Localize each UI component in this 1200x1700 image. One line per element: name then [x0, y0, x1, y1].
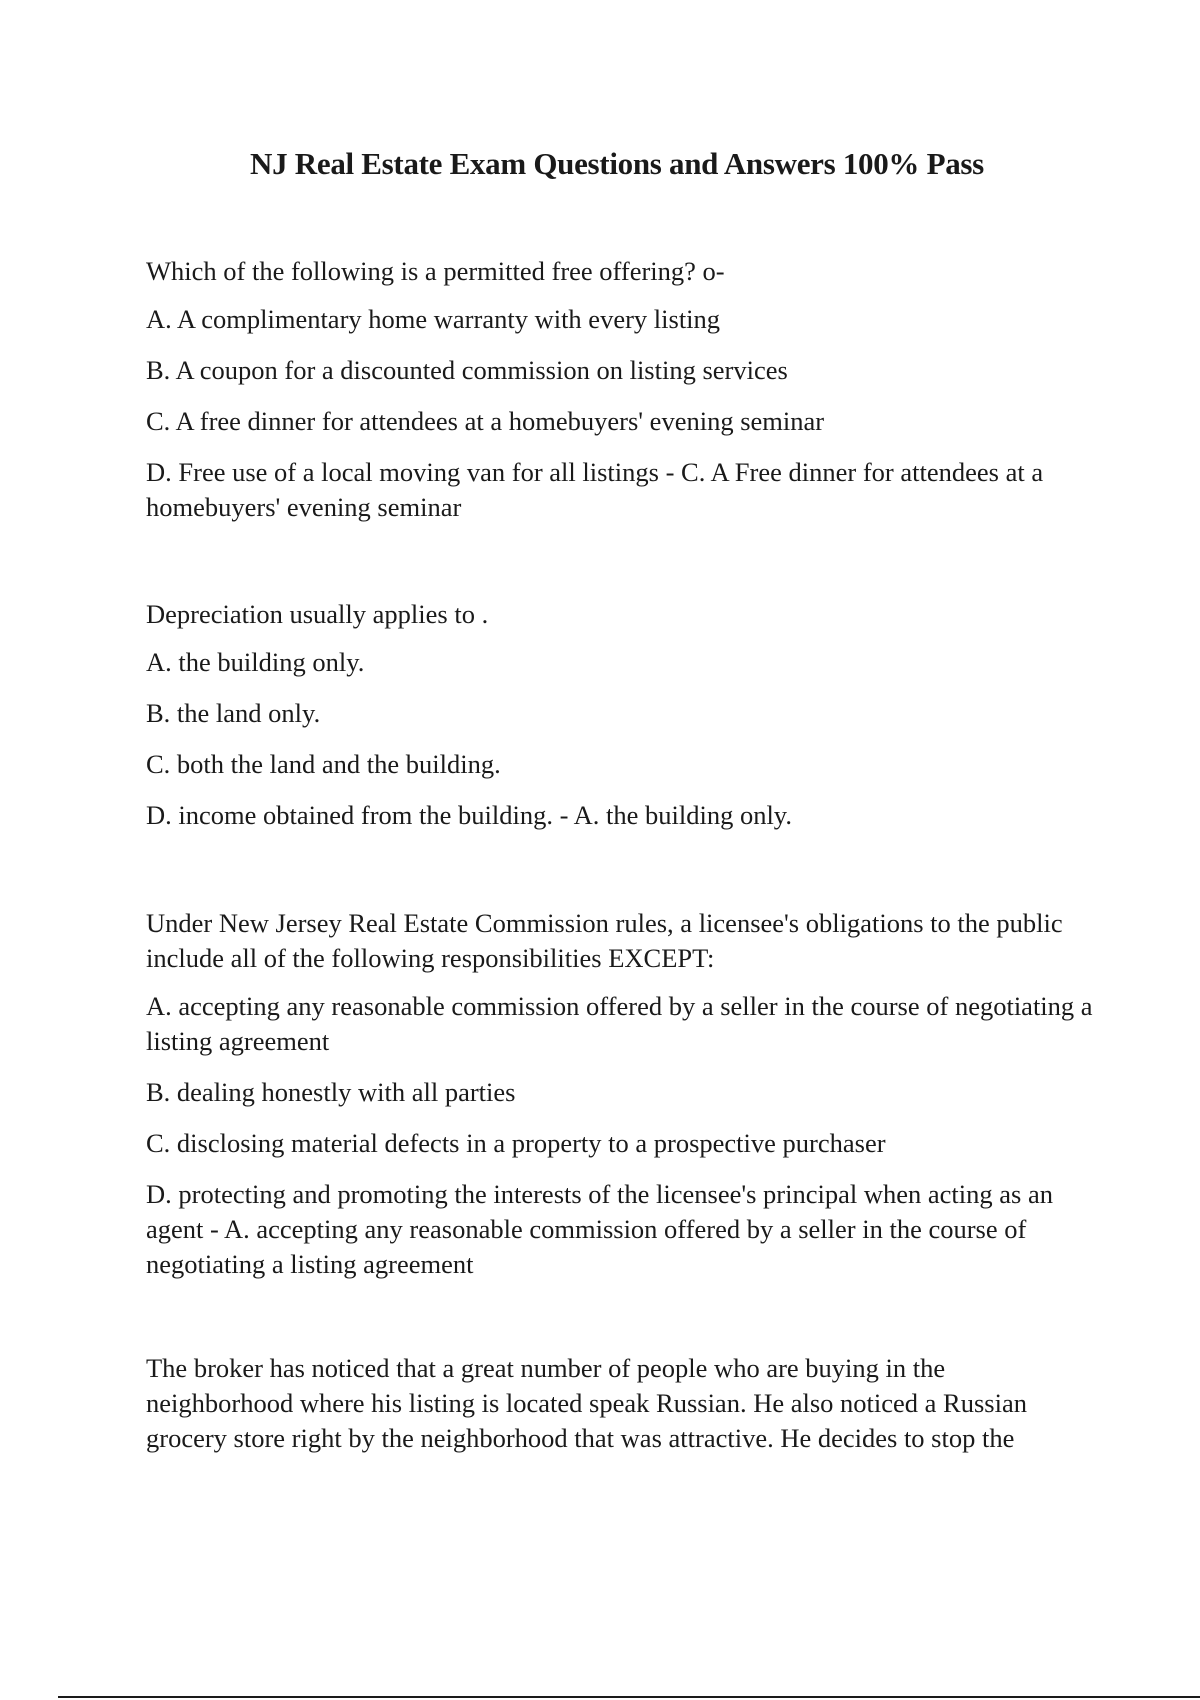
answer-option-a: A. accepting any reasonable commission offered by a seller in the course of negotiating a listing agreement: [146, 991, 1093, 1056]
answer-option-d: D. income obtained from the building. - A. the building only.: [146, 800, 792, 830]
footer-divider: [58, 1696, 1200, 1698]
answer-option-b: B. A coupon for a discounted commission on listing services: [146, 355, 788, 385]
answer-option-b: B. the land only.: [146, 698, 321, 728]
question-prompt: Under New Jersey Real Estate Commission rules, a licensee's obligations to the public include all of the following responsibilities EXCEPT:: [146, 908, 1063, 973]
question-prompt: Depreciation usually applies to .: [146, 599, 489, 629]
answer-option-d: D. protecting and promoting the interests of the licensee's principal when acting as an agent - A. accepting any reasonable commission offered by a seller in the course of negotiating a listing agreement: [146, 1179, 1053, 1279]
document-title: NJ Real Estate Exam Questions and Answers 100% Pass: [250, 146, 984, 181]
answer-option-b: B. dealing honestly with all parties: [146, 1077, 516, 1107]
answer-option-a: A. A complimentary home warranty with every listing: [146, 304, 721, 334]
question-block-2: [146, 597, 1096, 833]
answer-option-a: A. the building only.: [146, 647, 365, 677]
answer-option-d: D. Free use of a local moving van for all listings - C. A Free dinner for attendees at a homebuyers' evening seminar: [146, 457, 1044, 522]
question-block-4: [146, 1351, 1096, 1469]
question-block-3: [146, 906, 1096, 1282]
question-prompt: Which of the following is a permitted free offering? o-: [146, 256, 725, 286]
question-block-1: [146, 254, 1096, 525]
answer-option-c: C. A free dinner for attendees at a homebuyers' evening seminar: [146, 406, 825, 436]
question-prompt: The broker has noticed that a great number of people who are buying in the neighborhood where his listing is located speak Russian. He also noticed a Russian grocery store right by the neighborhood that was attractive. He decides to stop the: [146, 1353, 1027, 1453]
answer-option-c: C. disclosing material defects in a property to a prospective purchaser: [146, 1128, 886, 1158]
answer-option-c: C. both the land and the building.: [146, 749, 501, 779]
